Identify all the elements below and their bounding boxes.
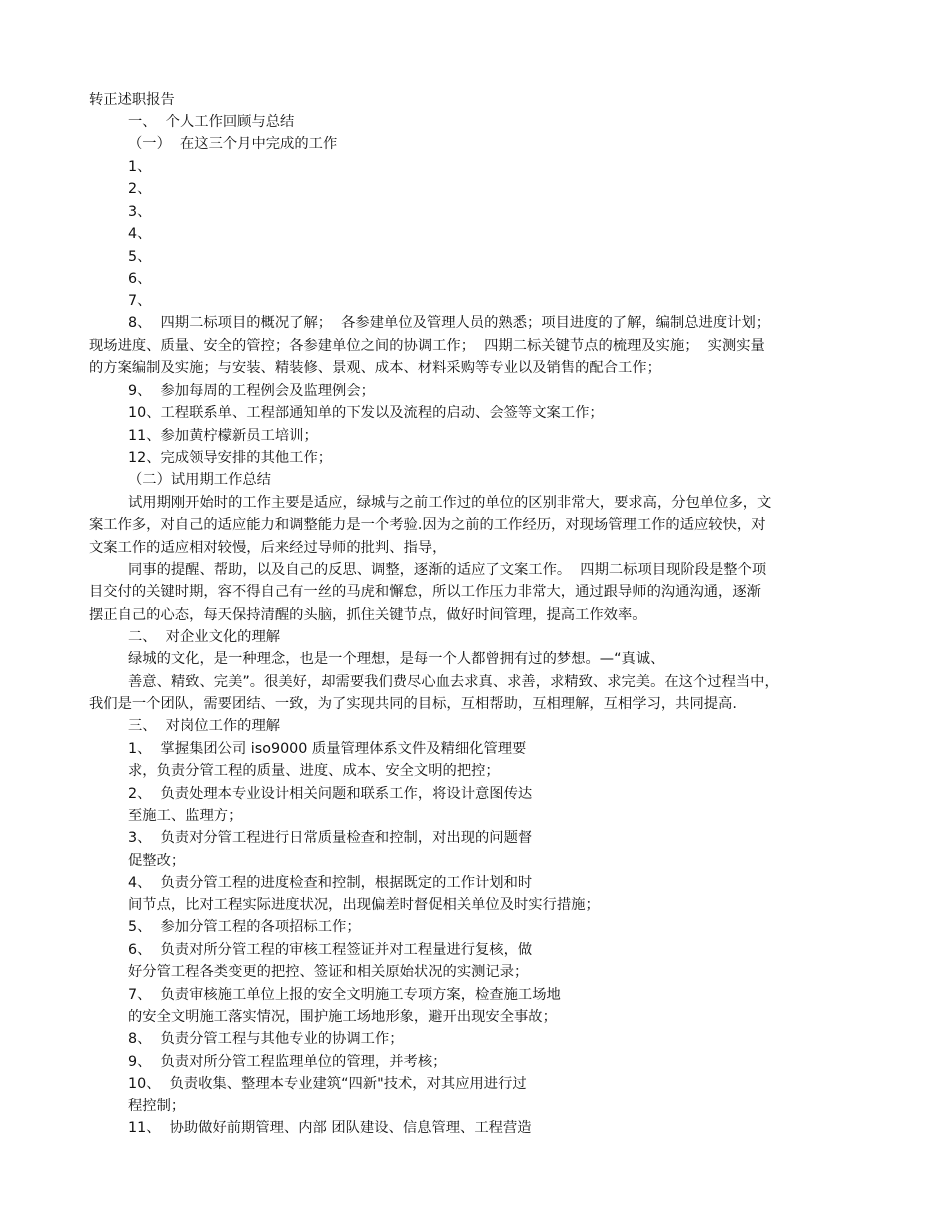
paragraph-line: 同事的提醒、帮助，以及自己的反思、调整，逐渐的适应了文案工作。 四期二标项目现阶段是整个项	[128, 562, 767, 578]
paragraph-line: 案工作多，对自己的适应能力和调整能力是一个考验.因为之前的工作经历，对现场管理工作的适应较快，对	[89, 517, 766, 533]
list-item-continuation: 间节点，比对工程实际进度状况，出现偏差时督促相关单位及时实行措施；	[128, 897, 600, 913]
list-item-continuation: 求，负责分管工程的质量、进度、成本、安全文明的把控；	[128, 763, 500, 779]
paragraph-line: 的方案编制及实施；与安装、精装修、景观、成本、材料采购等专业以及销售的配合工作；	[89, 360, 661, 376]
list-item-continuation: 促整改；	[128, 853, 186, 869]
list-item: 2、 负责处理本专业设计相关问题和联系工作，将设计意图传达	[128, 786, 533, 802]
list-item: 1、	[128, 159, 152, 175]
section-heading-3: 三、 对岗位工作的理解	[128, 718, 281, 734]
list-item: 3、	[128, 204, 152, 220]
section-heading-1: 一、 个人工作回顾与总结	[128, 114, 295, 130]
list-item: 7、	[128, 293, 152, 309]
list-item: 7、 负责审核施工单位上报的安全文明施工专项方案，检查施工场地	[128, 987, 561, 1003]
paragraph-line: 现场进度、质量、安全的管控；各参建单位之间的协调工作； 四期二标关键节点的梳理及实施； 实测实量	[89, 338, 765, 354]
list-item: 9、 参加每周的工程例会及监理例会；	[128, 383, 375, 399]
list-item: 1、 掌握集团公司 iso9000 质量管理体系文件及精细化管理要	[128, 741, 527, 757]
list-item: 12、完成领导安排的其他工作；	[128, 450, 333, 466]
list-item: 3、 负责对分管工程进行日常质量检查和控制，对出现的问题督	[128, 830, 533, 846]
list-item: 5、	[128, 249, 152, 265]
list-item: 4、	[128, 226, 152, 242]
list-item: 8、 四期二标项目的概况了解； 各参建单位及管理人员的熟悉；项目进度的了解，编制总进度计划；	[128, 315, 771, 331]
list-item-continuation: 的安全文明施工落实情况，围护施工场地形象，避开出现安全事故；	[128, 1009, 557, 1025]
list-item: 8、 负责分管工程与其他专业的协调工作；	[128, 1031, 404, 1047]
list-item: 2、	[128, 181, 152, 197]
list-item-continuation: 程控制；	[128, 1098, 186, 1114]
list-item: 11、 协助做好前期管理、内部 团队建设、信息管理、工程营造	[128, 1120, 532, 1136]
list-item: 6、 负责对所分管工程的审核工程签证并对工程量进行复核，做	[128, 942, 533, 958]
section-heading-2: 二、 对企业文化的理解	[128, 629, 281, 645]
subsection-heading-2: （二）试用期工作总结	[128, 472, 271, 488]
list-item: 10、工程联系单、工程部通知单的下发以及流程的启动、会签等文案工作；	[128, 405, 604, 421]
paragraph-line: 绿城的文化，是一种理念，也是一个理想，是每一个人都曾拥有过的梦想。—“真诚、	[128, 651, 665, 667]
paragraph-line: 目交付的关键时期，容不得自己有一丝的马虎和懈怠，所以工作压力非常大，通过跟导师的沟通沟通，逐渐	[89, 584, 761, 600]
paragraph-line: 我们是一个团队，需要团结、一致，为了实现共同的目标，互相帮助，互相理解，互相学习，共同提高.	[89, 696, 737, 712]
list-item: 6、	[128, 271, 152, 287]
paragraph-line: 善意、精致、完美”。很美好，却需要我们费尽心血去求真、求善，求精致、求完美。在这个过程当中，	[128, 674, 779, 690]
paragraph-line: 摆正自己的心态，每天保持清醒的头脑，抓住关键节点，做好时间管理，提高工作效率。	[89, 607, 647, 623]
list-item: 5、 参加分管工程的各项招标工作；	[128, 919, 361, 935]
list-item: 11、参加黄柠檬新员工培训；	[128, 428, 318, 444]
paragraph-line: 文案工作的适应相对较慢，后来经过导师的批判、指导，	[89, 540, 447, 556]
list-item-continuation: 好分管工程各类变更的把控、签证和相关原始状况的实测记录；	[128, 964, 529, 980]
document-title: 转正述职报告	[89, 92, 175, 108]
paragraph-line: 试用期刚开始时的工作主要是适应，绿城与之前工作过的单位的区别非常大，要求高，分包单位多，文	[128, 495, 772, 511]
subsection-heading-1: （一） 在这三个月中完成的工作	[128, 136, 338, 152]
list-item: 4、 负责分管工程的进度检查和控制，根据既定的工作计划和时	[128, 875, 533, 891]
list-item: 9、 负责对所分管工程监理单位的管理，并考核；	[128, 1054, 447, 1070]
list-item: 10、 负责收集、整理本专业建筑“四新"技术，对其应用进行过	[128, 1076, 527, 1092]
list-item-continuation: 至施工、监理方；	[128, 808, 243, 824]
